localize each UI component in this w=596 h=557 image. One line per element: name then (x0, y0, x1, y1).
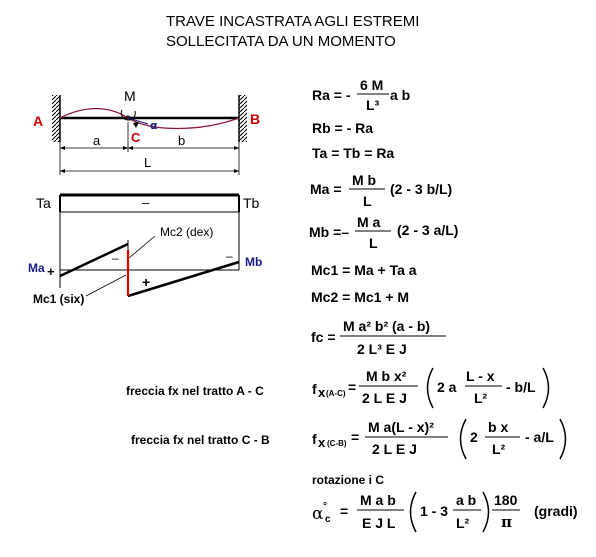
ra-den: L³ (366, 97, 380, 113)
rot-den: E J L (362, 515, 396, 531)
rot-unit: (gradi) (534, 503, 578, 519)
rot-num2: 180 (494, 492, 518, 508)
fx1-tail: - b/L (506, 379, 536, 395)
title-line1: TRAVE INCASTRATA AGLI ESTREMI (166, 13, 420, 30)
fx2-iden: L² (492, 441, 506, 457)
label-a-length: a (93, 133, 101, 148)
fx2-paren-right (560, 419, 566, 459)
ma-rhs: (2 - 3 b/L) (390, 181, 453, 197)
rot-paren-right (483, 492, 489, 532)
fx1-num: M b x² (366, 368, 407, 384)
label-ma: Ma (28, 261, 45, 275)
mb-lhs: Mb =– (309, 224, 350, 240)
label-a-support: A (33, 113, 44, 129)
fx1-paren-right (543, 368, 549, 408)
label-c-point: C (131, 130, 141, 145)
ma-lhs: Ma = (310, 181, 342, 197)
rot-one: 1 - 3 (420, 503, 449, 519)
fx1-two: 2 a (437, 379, 457, 395)
fx2-tail: - a/L (525, 429, 554, 445)
fx2-caption: freccia fx nel tratto C - B (131, 433, 270, 447)
mc2-leader (129, 236, 155, 258)
rot-iden: L² (456, 515, 470, 531)
minus-left: – (112, 251, 119, 265)
rot-den2: π (501, 513, 512, 531)
label-tb: Tb (243, 195, 260, 211)
shear-sign: – (142, 195, 150, 210)
label-b-support: B (250, 111, 261, 127)
label-b-length: b (178, 133, 186, 148)
rot-num: M a b (360, 492, 396, 508)
fx1-iden: L² (474, 390, 488, 406)
rotation-arrowhead (133, 122, 139, 128)
formulas (126, 77, 578, 532)
fx2-inum: b x (488, 419, 509, 435)
mb-den: L (369, 235, 378, 251)
fx1-sub: (A-C) (326, 389, 346, 398)
ra-rhs: a b (390, 87, 411, 103)
rb-formula: Rb = - Ra (312, 120, 374, 136)
label-m-moment: M (124, 88, 136, 104)
title-line2: SOLLECITATA DA UN MOMENTO (166, 33, 396, 50)
fx1-paren-left (428, 368, 434, 408)
ra-lhs: Ra = - (312, 87, 351, 103)
mb-rhs: (2 - 3 a/L) (397, 222, 459, 238)
ra-num: 6 M (360, 77, 384, 93)
rot-sup: ° (323, 501, 327, 512)
tatb-formula: Ta = Tb = Ra (312, 145, 395, 161)
label-mb: Mb (245, 255, 263, 269)
mc2-formula: Mc2 = Mc1 + M (311, 289, 410, 305)
fx1-f: f (312, 381, 317, 397)
label-mc1: Mc1 (six) (33, 292, 85, 306)
fx1-eq: = (348, 379, 357, 395)
fx1-inum: L - x (466, 368, 495, 384)
label-l-length: L (144, 155, 152, 170)
support-right-hatch (239, 95, 247, 142)
fx2-f: f (312, 431, 317, 447)
fx1-den: 2 L E J (362, 390, 407, 406)
ma-num: M b (352, 172, 377, 188)
beam-diagram (33, 88, 260, 175)
fx2-num: M a(L - x)² (368, 419, 434, 435)
rot-alpha: α (312, 504, 324, 524)
moment-diagram (28, 212, 262, 306)
fx2-den: 2 L E J (372, 441, 417, 457)
label-alpha: α (150, 119, 158, 132)
fc-num: M a² b² (a - b) (343, 318, 431, 334)
fx2-eq: = (351, 429, 360, 445)
mc1-formula: Mc1 = Ma + Ta a (311, 262, 417, 278)
rot-caption: rotazione i C (312, 473, 385, 487)
rot-sub: c (325, 514, 331, 525)
shear-diagram (36, 195, 260, 212)
rot-eq: = (340, 503, 349, 519)
plus-left: + (47, 264, 55, 279)
plus-mid: + (142, 274, 151, 290)
ma-den: L (363, 193, 372, 209)
rot-paren-left (411, 492, 417, 532)
label-mc2: Mc2 (dex) (160, 225, 214, 239)
fc-den: 2 L³ E J (357, 341, 407, 357)
fx2-two: 2 (470, 429, 478, 445)
mc1-leader (86, 275, 126, 296)
mb-num: M a (357, 214, 381, 230)
fx2-x: x (318, 435, 326, 450)
fx2-paren-left (461, 419, 467, 459)
fx2-sub: (C-B) (327, 439, 347, 448)
support-left-hatch (52, 95, 60, 142)
label-ta: Ta (36, 195, 51, 211)
rot-inum: a b (456, 492, 477, 508)
fx1-x: x (318, 385, 326, 400)
fx1-caption: freccia fx nel tratto A - C (126, 384, 264, 398)
minus-right: – (226, 249, 233, 263)
fc-lhs: fc = (311, 329, 336, 345)
